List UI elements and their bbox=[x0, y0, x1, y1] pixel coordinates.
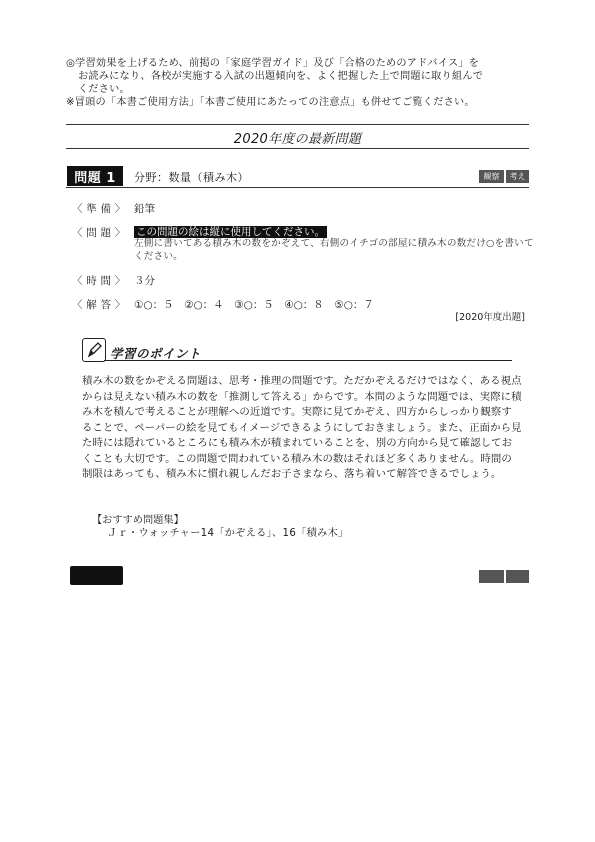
footer-tag-left bbox=[479, 570, 504, 583]
answer-label: 〈 解 答 〉 bbox=[72, 299, 126, 311]
question-badge: 問題 1 bbox=[67, 166, 123, 186]
footer-block-left bbox=[70, 566, 123, 585]
time-value: ３分 bbox=[134, 275, 155, 287]
pencil-icon bbox=[82, 338, 106, 362]
point-body: 積み木の数をかぞえる問題は、思考・推理の問題です。ただかぞえるだけではなく、ある視点からは見えない積み木の数を「推測して答える」からです。本問のような問題では、実際に積み木を積んで考えることが理解への近道です。実際に見てかぞえ、四方からしっかり観察することで、ペーパーの絵を見てもイメージできるようにしておきましょう。また、正面から見た時には隠れているところにも積み木が積まれていることを、別の方向から見て確認しておくことも大切です。この問題で問われている積み木の数はそれほど多くありません。時間の制限はあっても、積み木に慣れ親しんだお子さまなら、落ち着いて解答できるでしょう。 bbox=[82, 375, 522, 480]
intro-notes bbox=[66, 57, 536, 109]
prep-value: 鉛筆 bbox=[134, 203, 155, 215]
tag-observe: 観察 bbox=[479, 170, 504, 183]
section-rule-bottom bbox=[66, 148, 529, 149]
problem-label: 〈 問 題 〉 bbox=[72, 227, 126, 239]
question-rule bbox=[66, 187, 529, 188]
note-line: ◎学習効果を上げるため、前掲の「家庭学習ガイド」及び「合格のためのアドバイス」を bbox=[66, 58, 480, 69]
time-label: 〈 時 間 〉 bbox=[72, 275, 126, 287]
point-title: 学習のポイント bbox=[110, 346, 202, 361]
problem-highlight: この問題の絵は縦に使用してください。 bbox=[136, 226, 325, 238]
tag-think: 考え bbox=[506, 170, 529, 183]
question-field: 分野：数量（積み木） bbox=[134, 171, 249, 184]
section-title: 2020年度の最新問題 bbox=[233, 132, 362, 147]
prep-label: 〈 準 備 〉 bbox=[72, 203, 126, 215]
answer-value: ①○：５ ②○：４ ③○：５ ④○：８ ⑤○：７ bbox=[134, 299, 374, 311]
problem-text: 左側に書いてある積み木の数をかぞえて、右側のイチゴの部屋に積み木の数だけ○を書いてください。 bbox=[134, 238, 534, 262]
section-rule-top bbox=[66, 124, 529, 125]
note-line: ください。 bbox=[78, 84, 130, 95]
problem-note bbox=[134, 224, 327, 239]
year-label: [2020年度出題] bbox=[455, 312, 525, 323]
footer-tag-right bbox=[506, 570, 529, 583]
note-line: ※冒頭の「本書ご使用方法」「本書ご使用にあたっての注意点」も併せてご覧ください。 bbox=[66, 97, 475, 108]
point-rule bbox=[104, 360, 512, 361]
note-line: お読みになり、各校が実施する入試の出題傾向を、よく把握した上で問題に取り組んで bbox=[78, 71, 484, 82]
recommend-item: Ｊｒ・ウォッチャー14「かぞえる」、16「積み木」 bbox=[107, 528, 349, 539]
recommend-title: 【おすすめ問題集】 bbox=[92, 515, 184, 526]
